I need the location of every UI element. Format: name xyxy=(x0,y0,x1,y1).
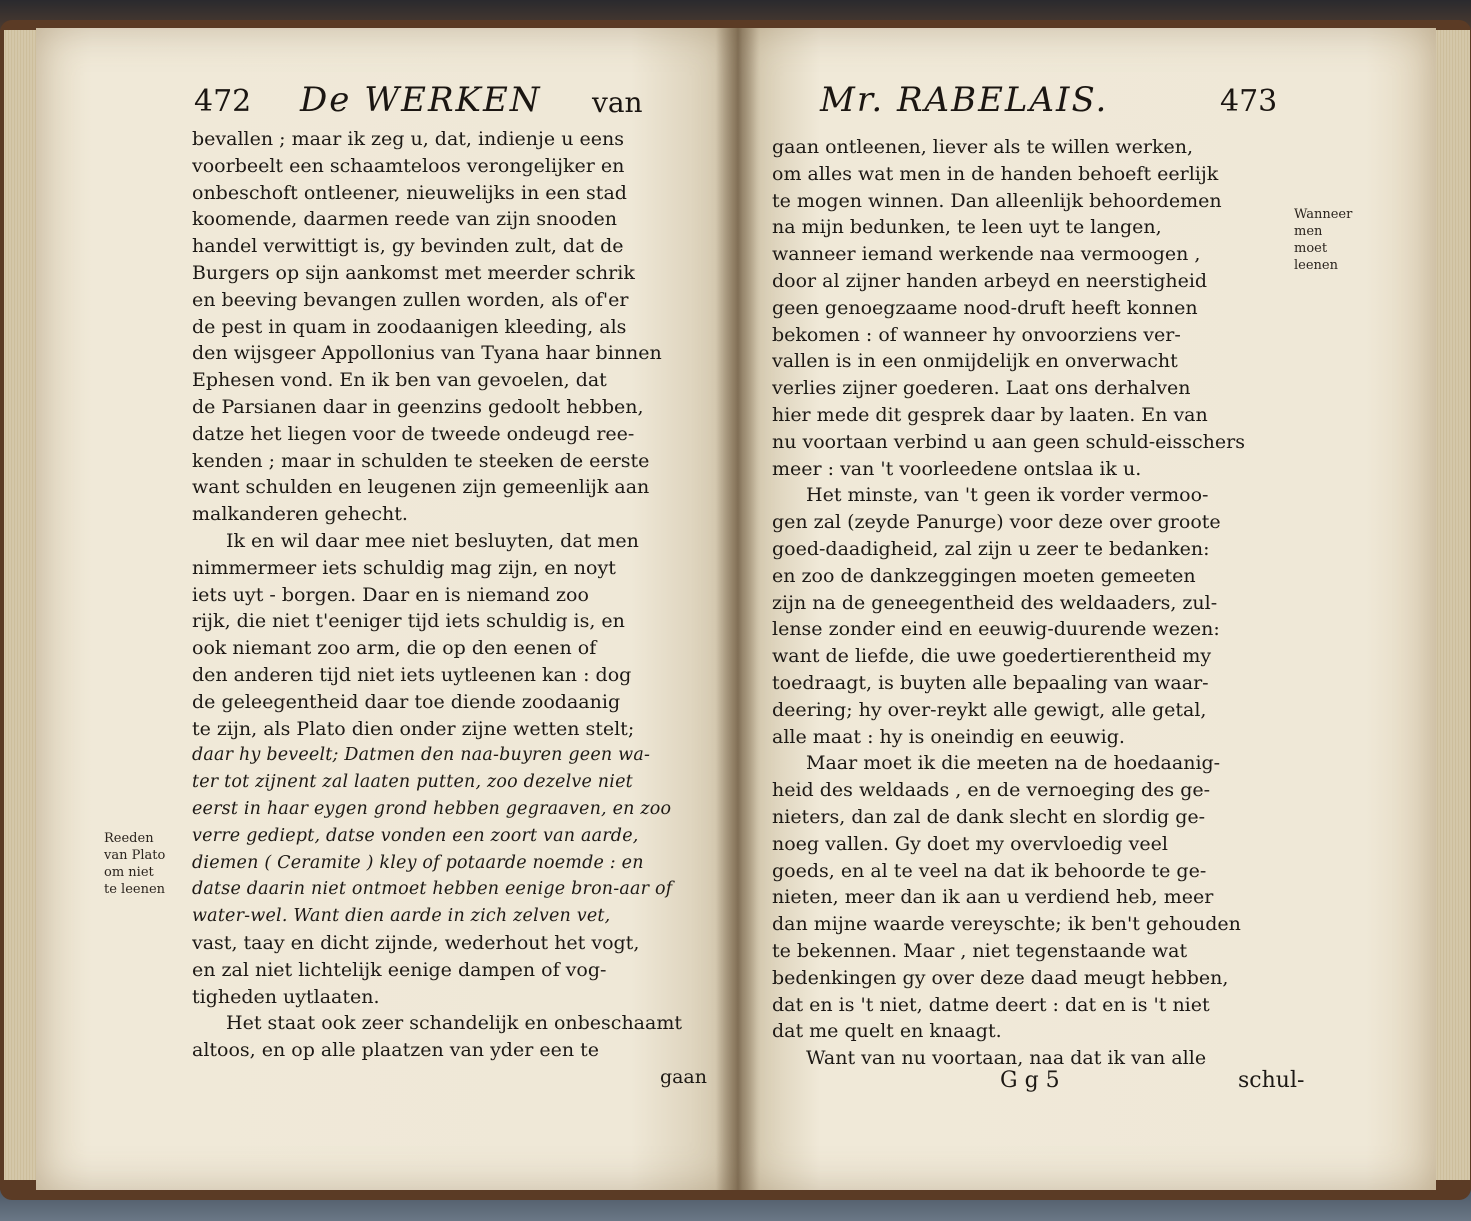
text-line: ter tot zijnent zal laaten putten, zoo dezelve niet xyxy=(192,772,633,793)
text-line: bekomen : of wanneer hy onvoorziens ver- xyxy=(772,323,1181,346)
text-line: handel verwittigt is, gy bevinden zult, dat de xyxy=(192,235,624,258)
margin-note-line: men xyxy=(1294,224,1323,239)
margin-note-line: Reeden xyxy=(104,831,154,846)
right-margin-note xyxy=(1294,206,1352,274)
text-line: gen zal (zeyde Panurge) voor deze over groote xyxy=(772,511,1221,534)
text-line: te zijn, als Plato dien onder zijne wetten stelt; xyxy=(192,717,635,740)
left-running-van: van xyxy=(592,86,643,119)
text-line: altoos, en op alle plaatzen van yder een te xyxy=(192,1039,599,1062)
text-line: voorbeelt een schaamteloos verongelijker en xyxy=(192,154,625,177)
margin-note-line: van Plato xyxy=(104,848,166,863)
text-line: nimmermeer iets schuldig mag zijn, en noyt xyxy=(192,556,616,579)
text-line: vallen is in een onmijdelijk en onverwacht xyxy=(772,350,1178,373)
margin-note-line: te leenen xyxy=(104,882,166,897)
text-line: deering; hy over-reykt alle gewigt, alle getal, xyxy=(772,698,1207,721)
text-line: den anderen tijd niet iets uytleenen kan : dog xyxy=(192,663,632,686)
text-line: toedraagt, is buyten alle bepaaling van waar- xyxy=(772,671,1209,694)
margin-note-line: om niet xyxy=(104,865,154,880)
text-line: nieters, dan zal de dank slecht en slordig ge- xyxy=(772,805,1206,828)
left-running-head xyxy=(190,80,710,126)
text-line: Maar moet ik die meeten na de hoedaanig- xyxy=(806,752,1221,775)
text-line: en zal niet lichtelijk eenige dampen of vog- xyxy=(192,958,607,981)
text-line: door al zijner handen arbeyd en neerstigheid xyxy=(772,269,1208,292)
text-line: en zoo de dankzeggingen moeten gemeeten xyxy=(772,564,1196,587)
text-line: Het minste, van 't geen ik vorder vermoo- xyxy=(806,484,1209,507)
text-line: Want van nu voortaan, naa dat ik van alle xyxy=(806,1047,1207,1070)
right-page-number: 473 xyxy=(1220,84,1278,119)
text-line: iets uyt - borgen. Daar en is niemand zoo xyxy=(192,583,589,606)
text-line: wanneer iemand werkende naa vermoogen , xyxy=(772,243,1201,266)
text-line: onbeschoft ontleener, nieuwelijks in een stad xyxy=(192,181,627,204)
text-line: te mogen winnen. Dan alleenlijk behoordemen xyxy=(772,189,1222,212)
text-line: kenden ; maar in schulden te steeken de eerste xyxy=(192,449,650,472)
signature-mark: G g 5 xyxy=(1000,1068,1060,1093)
text-line: gaan xyxy=(659,1065,707,1088)
text-line: rijk, die niet t'eeniger tijd iets schuldig is, en xyxy=(192,610,625,633)
text-line: zijn na de geneegentheid des weldaaders, zul- xyxy=(772,591,1218,614)
text-line: de Parsianen daar in geenzins gedoolt hebben, xyxy=(192,395,644,418)
text-line: lense zonder eind en eeuwig-duurende wezen: xyxy=(772,618,1220,641)
margin-note-line: moet xyxy=(1294,241,1328,256)
text-line: bedenkingen gy over deze daad meugt hebben, xyxy=(772,966,1229,989)
text-line: dat me quelt en knaagt. xyxy=(772,1020,1002,1043)
text-line: Ik en wil daar mee niet besluyten, dat men xyxy=(226,529,639,552)
text-line: want de liefde, die uwe goedertierentheid my xyxy=(772,645,1212,668)
gutter-shadow xyxy=(716,28,760,1190)
text-line: ook niemant zoo arm, die op den eenen of xyxy=(192,637,597,660)
margin-note-line: leenen xyxy=(1294,258,1338,273)
text-line: na mijn bedunken, te leen uyt te langen, xyxy=(772,216,1162,239)
text-line: Het staat ook zeer schandelijk en onbeschaamt xyxy=(226,1012,682,1035)
text-line: dat en is 't niet, datme deert : dat en is 't niet xyxy=(772,993,1210,1016)
text-line: verlies zijner goederen. Laat ons derhalven xyxy=(772,377,1191,400)
text-line: vast, taay en dicht zijnde, wederhout het vogt, xyxy=(192,931,640,954)
text-line: want schulden en leugenen zijn gemeenlijk aan xyxy=(192,476,650,499)
right-page-text xyxy=(772,134,1297,1072)
text-line: geen genoegzaame nood-druft heeft konnen xyxy=(772,296,1198,319)
page-edges-right xyxy=(1430,30,1470,1180)
text-line: koomende, daarmen reede van zijn snooden xyxy=(192,208,617,231)
text-line: diemen ( Ceramite ) kley of potaarde noemde : en xyxy=(192,852,644,873)
right-running-head xyxy=(820,80,1290,126)
text-line: gaan ontleenen, liever als te willen werken, xyxy=(772,136,1194,158)
left-margin-note xyxy=(104,830,165,898)
text-line: datse daarin niet ontmoet hebben eenige bron-aar of xyxy=(192,879,673,900)
text-line: goed-daadigheid, zal zijn u zeer te bedanken: xyxy=(772,537,1210,560)
margin-note-line: Wanneer xyxy=(1294,207,1353,222)
text-line: Burgers op sijn aankomst met meerder schrik xyxy=(192,261,635,284)
text-line: meer : van 't voorleedene ontslaa ik u. xyxy=(772,457,1142,480)
text-line: heid des weldaads , en de vernoeging des ge- xyxy=(772,779,1211,802)
left-page-text xyxy=(192,126,707,1091)
text-line: hier mede dit gesprek daar by laaten. En van xyxy=(772,403,1208,426)
text-line: te bekennen. Maar , niet tegenstaande wat xyxy=(772,939,1188,962)
text-line: en beeving bevangen zullen worden, als of'er xyxy=(192,288,629,311)
text-line: om alles wat men in de handen behoeft eerlijk xyxy=(772,162,1219,185)
text-line: goeds, en al te veel na dat ik behoorde te ge- xyxy=(772,859,1207,882)
text-line: bevallen ; maar ik zeg u, dat, indienje u eens xyxy=(192,128,624,150)
text-line: water-wel. Want dien aarde in zich zelven vet, xyxy=(192,906,611,927)
left-page-number: 472 xyxy=(194,84,252,119)
text-line: nieten, meer dan ik aan u verdiend heb, meer xyxy=(772,886,1214,909)
text-line: dan mijne waarde vereyschte; ik ben't gehouden xyxy=(772,913,1241,936)
right-running-title: Mr. RABELAIS. xyxy=(820,80,1109,120)
text-line: Ephesen vond. En ik ben van gevoelen, dat xyxy=(192,369,607,392)
text-line: nu voortaan verbind u aan geen schuld-eisschers xyxy=(772,430,1245,453)
text-line: daar hy beveelt; Datmen den naa-buyren geen wa- xyxy=(192,745,651,766)
text-line: den wijsgeer Appollonius van Tyana haar binnen xyxy=(192,342,662,365)
text-line: eerst in haar eygen grond hebben gegraaven, en zoo xyxy=(192,798,672,819)
text-line: alle maat : hy is oneindig en eeuwig. xyxy=(772,725,1125,748)
text-line: malkanderen gehecht. xyxy=(192,503,408,526)
text-line: tigheden uytlaaten. xyxy=(192,985,380,1008)
text-line: de pest in quam in zoodaanigen kleeding, als xyxy=(192,315,627,338)
text-line: noeg vallen. Gy doet my overvloedig veel xyxy=(772,832,1168,855)
catchword: schul- xyxy=(1238,1068,1305,1093)
text-line: de geleegentheid daar toe diende zoodaanig xyxy=(192,690,621,713)
text-line: datze het liegen voor de tweede ondeugd ree- xyxy=(192,422,635,445)
left-running-title: De WERKEN xyxy=(300,80,542,120)
text-line: verre gediept, datse vonden een zoort van aarde, xyxy=(192,825,639,846)
